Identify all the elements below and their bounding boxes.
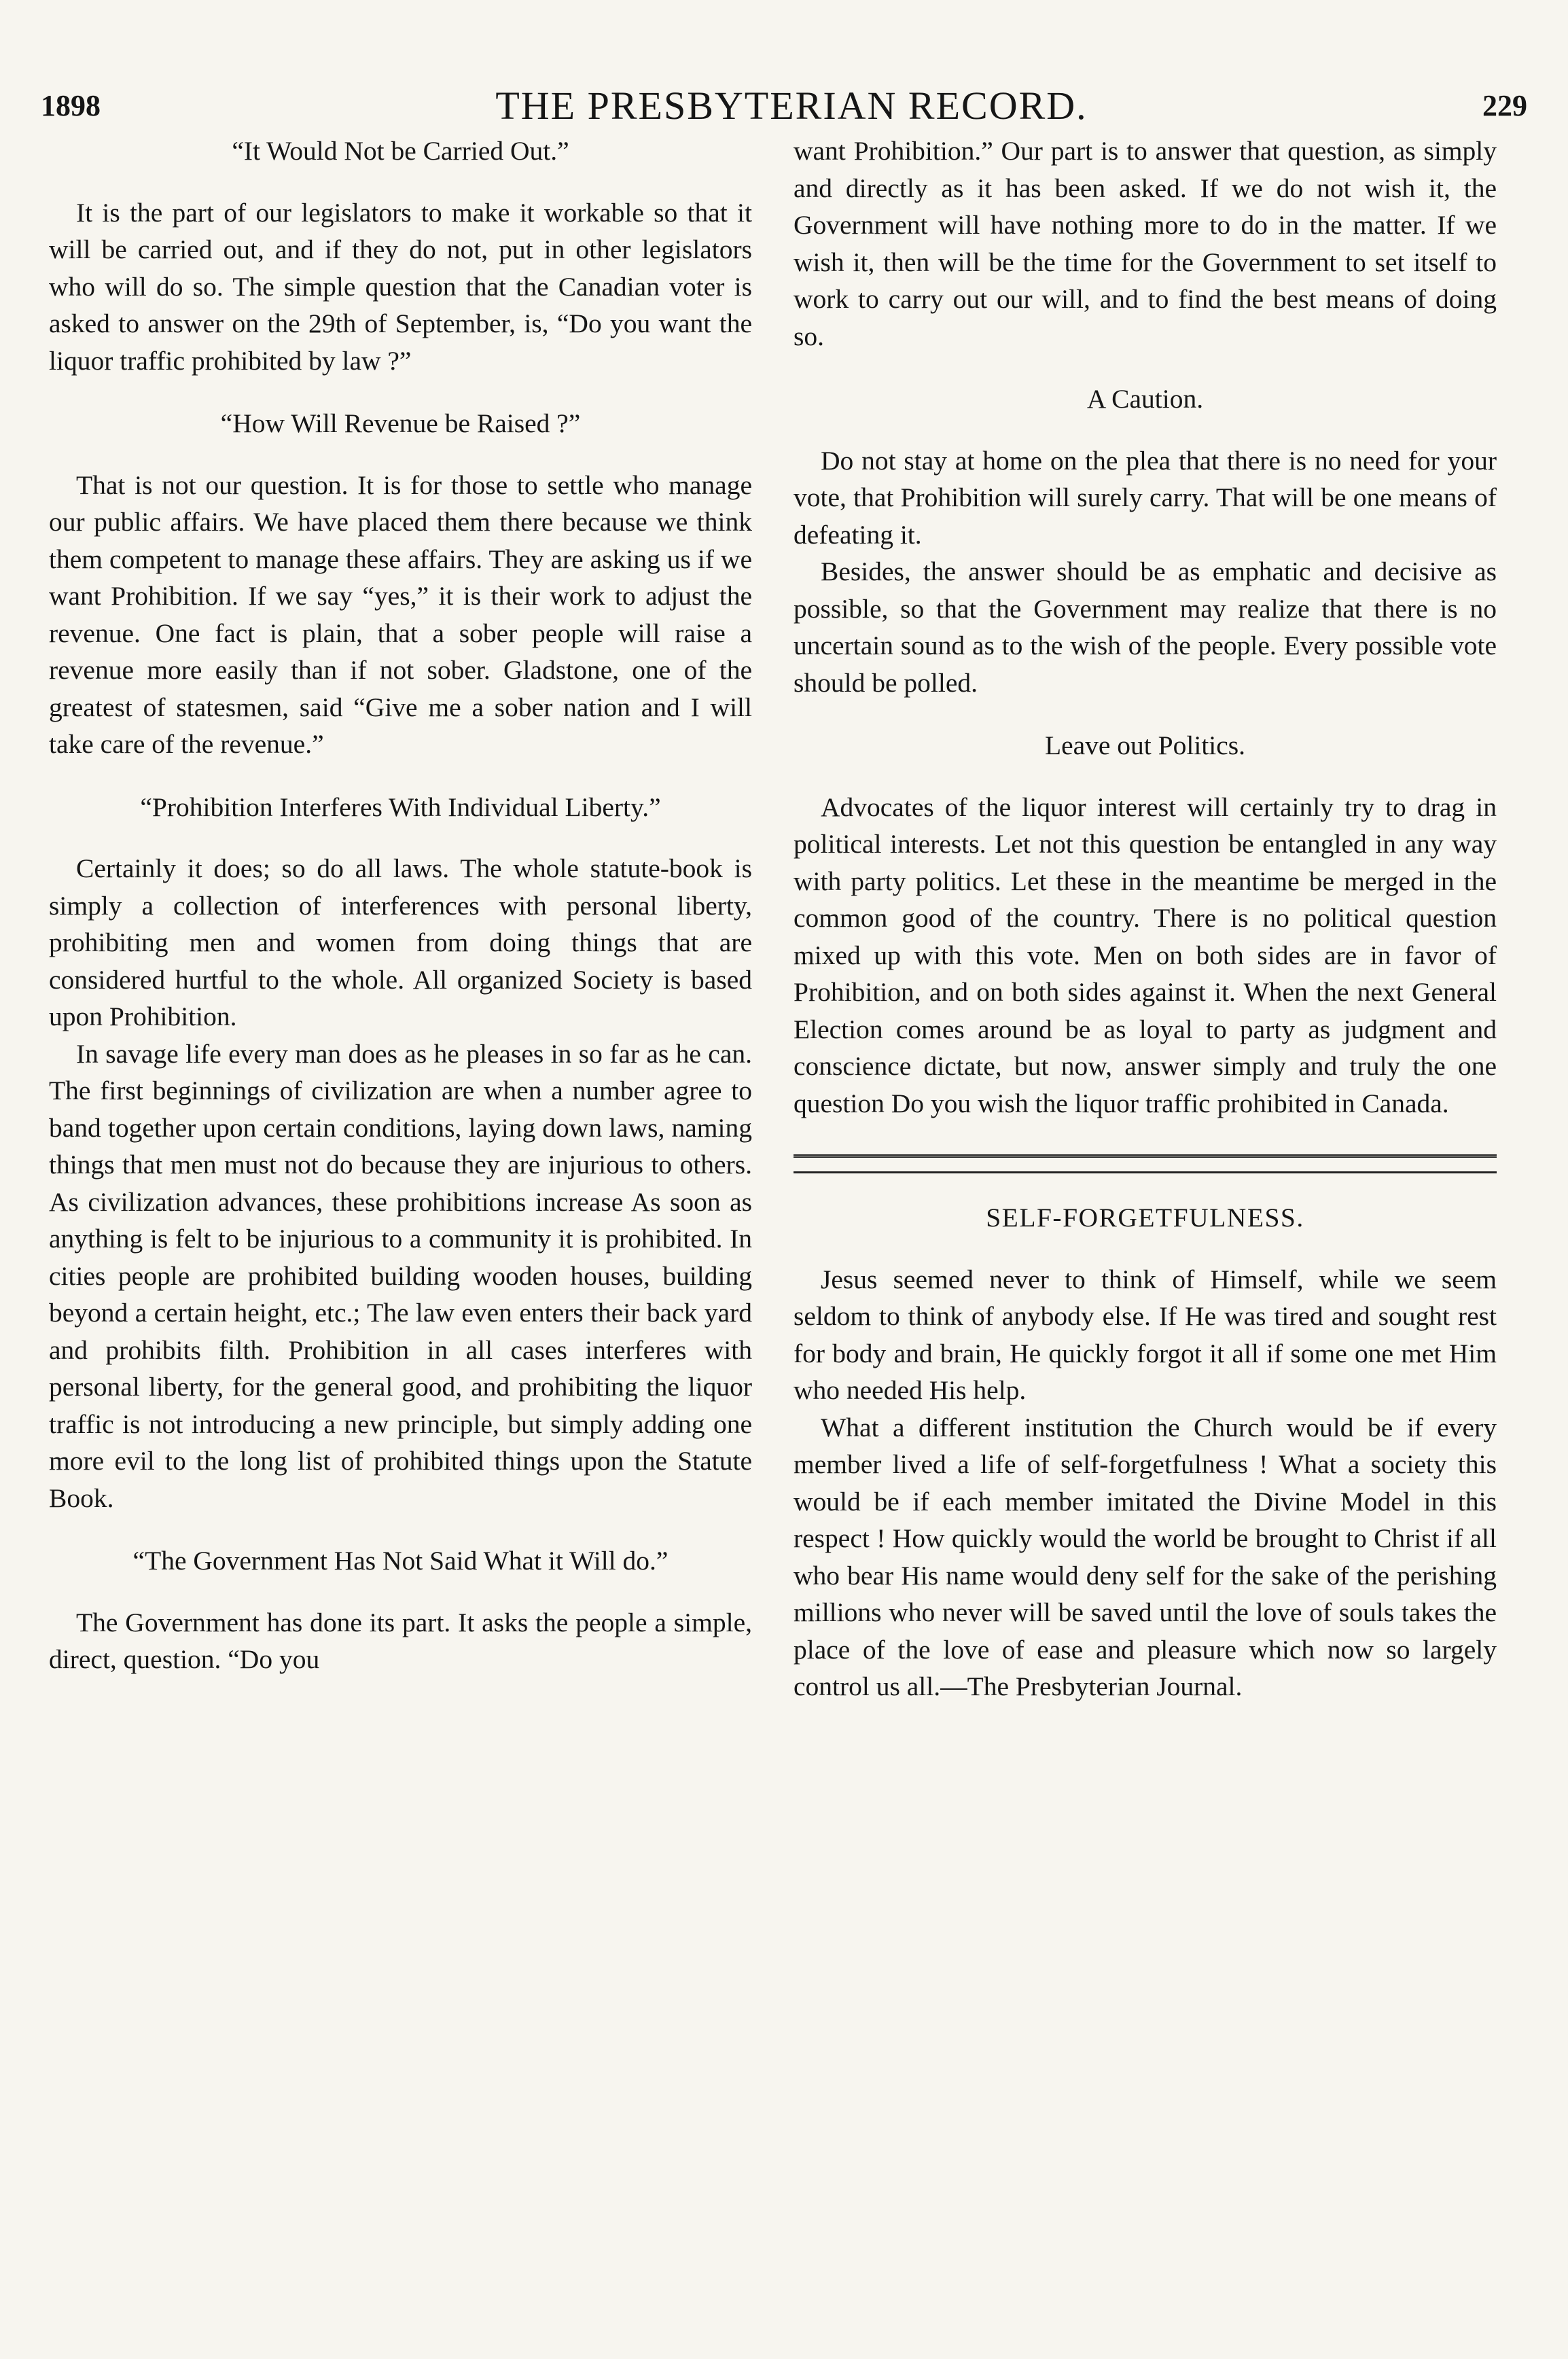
section-heading-revenue: “How Will Revenue be Raised ?”: [220, 408, 581, 438]
section-heading-individual-liberty: “Prohibition Interferes With Individual Liberty.”: [140, 792, 661, 822]
page-header: [41, 78, 1527, 132]
paragraph: Advocates of the liquor interest will certainly try to drag in political interests. Let not this question be entangled in any way with party politics. Let these in the meantime be merged in the common good of the country. There is no political question mixed up with this vote. Men on both sides are in favor of Prohibition, and on both sides against it. When the next General Election comes around be as loyal to party as judgment and conscience dictate, but now, answer simply and truly the one question Do you wish the liquor traffic prohibited in Canada.: [794, 792, 1497, 1118]
paragraph: What a different institution the Church would be if every member lived a life of self-forgetfulness ! What a society this would be if each member imitated the Divine Model in this respect ! How quickly would the world be brought to Christ if all who bear His name would deny self for the sake of the perishing millions who never will be saved until the love of souls takes the place of the love of ease and pleasure which now so largely control us all.—The Presbyterian Journal.: [794, 1412, 1497, 1701]
paragraph: In savage life every man does as he pleases in so far as he can. The first beginnings of civilization are when a number agree to band together upon certain conditions, laying down laws, naming things that men must not do because they are injurious to others. As civilization advances, these prohibitions increase As soon as anything is felt to be injurious to a community it is prohibited. In cities people are prohibited building wooden houses, building beyond a certain height, etc.; The law even enters their back yard and prohibits filth. Prohibition in all cases interferes with personal liberty, for the general good, and prohibiting the liquor traffic is not introducing a new principle, but simply adding one more evil to the long list of prohibited things upon the Statute Book.: [49, 1038, 752, 1513]
section-heading-government: “The Government Has Not Said What it Will do.”: [132, 1546, 669, 1576]
article-title: SELF-FORGETFULNESS.: [986, 1203, 1304, 1232]
section-heading-carried-out: “It Would Not be Carried Out.”: [232, 136, 569, 166]
page-number: 229: [1482, 88, 1527, 122]
paragraph: Besides, the answer should be as emphatic and decisive as possible, so that the Government may realize that there is no uncertain sound as to the wish of the people. Every possible vote should be polled.: [794, 556, 1497, 698]
section-heading-politics: Leave out Politics.: [1044, 730, 1246, 760]
right-column: [794, 132, 1497, 1705]
section-heading-caution: A Caution.: [1086, 384, 1204, 414]
left-column: [49, 132, 752, 1678]
publication-title: THE PRESBYTERIAN RECORD.: [495, 83, 1088, 128]
paragraph: That is not our question. It is for those to settle who manage our public affairs. We have placed them there because we think them competent to manage these affairs. They are asking us if we want Prohibition. If we say “yes,” it is their work to adjust the revenue. One fact is plain, that a sober people will raise a revenue more easily than if not sober. Gladstone, one of the greatest of statesmen, said “Give me a sober nation and I will take care of the revenue.”: [49, 469, 752, 759]
paragraph: Do not stay at home on the plea that there is no need for your vote, that Prohibition will surely carry. That will be one means of defeating it.: [794, 445, 1497, 550]
paragraph: It is the part of our legislators to make it workable so that it will be carried out, and if they do not, put in other legislators who will do so. The simple question that the Canadian voter is asked to answer on the 29th of September, is, “Do you want the liquor traffic prohibited by law ?”: [49, 197, 752, 376]
article-divider: [794, 1154, 1497, 1173]
paragraph: The Government has done its part. It asks the people a simple, direct, question. “Do you: [49, 1607, 752, 1674]
paragraph: Jesus seemed never to think of Himself, while we seem seldom to think of anybody else. If He was tired and sought rest for body and brain, He quickly forgot it all if some one met Him who needed His help.: [794, 1264, 1497, 1405]
header-year: 1898: [41, 88, 101, 122]
paragraph: Certainly it does; so do all laws. The whole statute-book is simply a collection of interferences with personal liberty, prohibiting men and women from doing things that are considered hurtful to the whole. All organized Society is based upon Prohibition.: [49, 853, 752, 1031]
paragraph-continued: want Prohibition.” Our part is to answer that question, as simply and directly as it has been asked. If we do not wish it, the Government will have nothing more to do in the matter. If we wish it, then will be the time for the Government to set itself to work to carry out our will, and to find the best means of doing so.: [794, 136, 1497, 351]
